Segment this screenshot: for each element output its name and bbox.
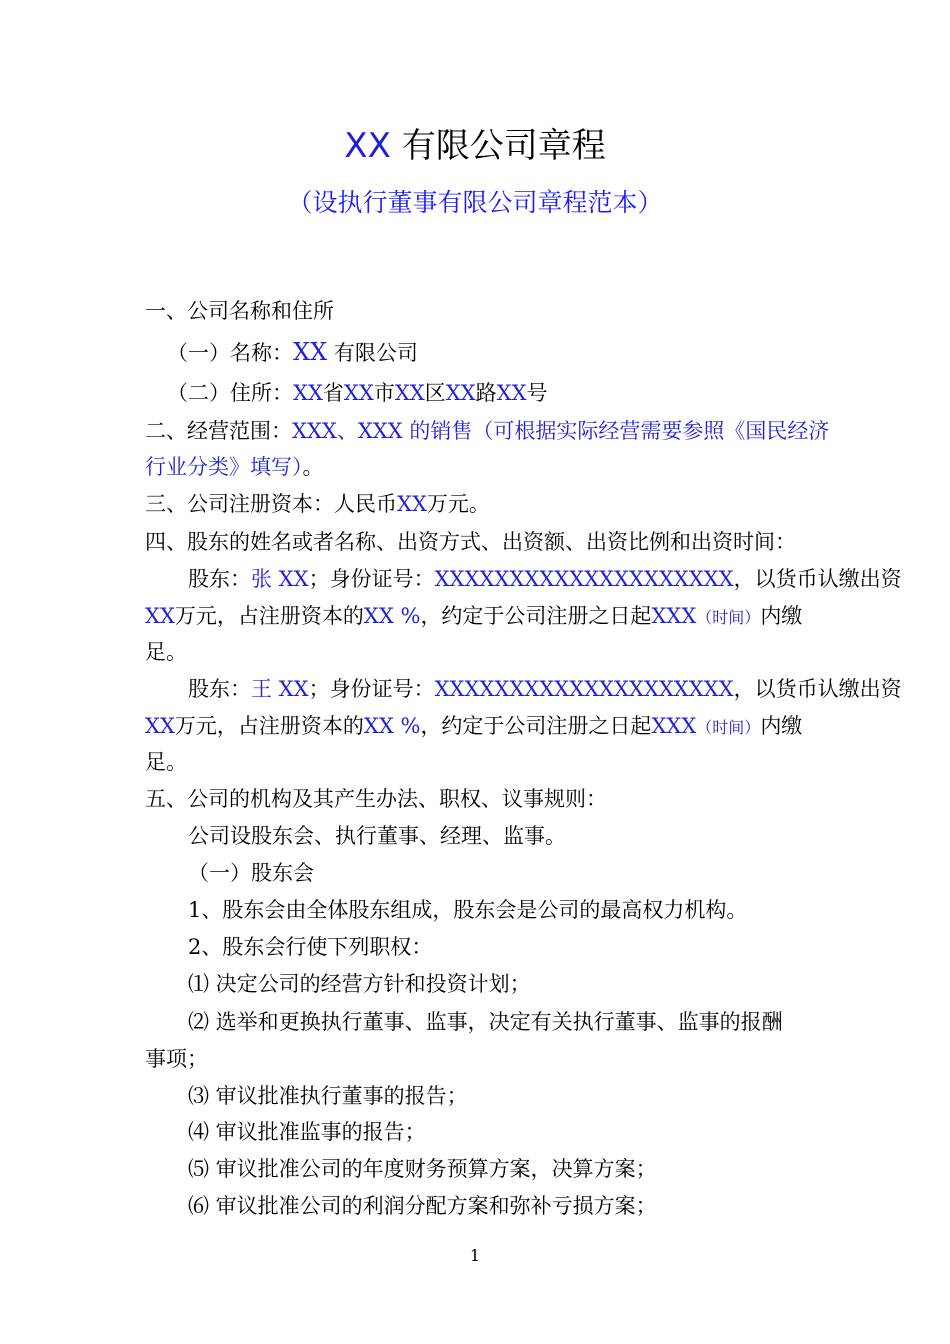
shareholder-label: 股东： bbox=[188, 567, 251, 591]
registered-capital-line bbox=[145, 490, 490, 518]
shareholder-name: 张 XX bbox=[251, 567, 309, 591]
business-scope-label: 二、经营范围： bbox=[145, 419, 292, 443]
contribution-end-text: 内缴 bbox=[760, 714, 803, 738]
address-number: 号 bbox=[526, 381, 548, 405]
shareholders-meeting-heading: （一）股东会 bbox=[188, 861, 314, 885]
registered-capital-end: 。 bbox=[468, 492, 490, 516]
shareholder-label: 股东： bbox=[188, 677, 251, 701]
organization-intro: 公司设股东会、执行董事、经理、监事。 bbox=[188, 824, 566, 848]
id-label: ；身份证号： bbox=[308, 677, 435, 701]
contribution-text: ，以货币认缴出资 bbox=[733, 567, 902, 591]
document-title bbox=[0, 118, 950, 167]
contribution-deadline-text: ，约定于公司注册之日起 bbox=[420, 604, 652, 628]
contribution-percent: XX % bbox=[363, 604, 421, 628]
address-city: 市 bbox=[373, 381, 395, 405]
contribution-time: XXX bbox=[651, 604, 697, 628]
company-name-label: （一）名称： bbox=[167, 341, 293, 365]
shareholder-1-line-1 bbox=[188, 565, 902, 593]
time-note: （时间） bbox=[696, 608, 761, 627]
shareholder-2-line-1 bbox=[188, 675, 902, 703]
id-label: ；身份证号： bbox=[308, 567, 435, 591]
address-city-placeholder: XX bbox=[343, 381, 374, 405]
address-province: 省 bbox=[322, 381, 344, 405]
title-placeholder: XX bbox=[344, 126, 391, 166]
paragraph-1: 1、股东会由全体股东组成，股东会是公司的最高权力机构。 bbox=[188, 898, 748, 922]
business-scope-line-2 bbox=[145, 453, 324, 481]
power-item-2-cont: 事项； bbox=[145, 1047, 208, 1071]
title-text: 有限公司章程 bbox=[401, 126, 606, 166]
power-item-4: ⑷ 审议批准监事的报告； bbox=[188, 1120, 426, 1144]
address-number-placeholder: XX bbox=[496, 381, 527, 405]
contribution-end-text: 内缴 bbox=[760, 604, 803, 628]
business-scope-value: XXX、XXX 的销售（可根据实际经营需要参照《国民经济 bbox=[292, 419, 830, 443]
address-label: （二）住所： bbox=[167, 381, 293, 405]
registered-capital-label: 三、公司注册资本：人民币 bbox=[145, 492, 397, 516]
section-5-heading: 五、公司的机构及其产生办法、职权、议事规则： bbox=[145, 787, 607, 811]
document-subtitle: （设执行董事有限公司章程范本） bbox=[287, 188, 663, 217]
registered-capital-unit: 万元 bbox=[426, 492, 469, 516]
section-1-heading: 一、公司名称和住所 bbox=[145, 299, 334, 323]
power-item-5: ⑸ 审议批准公司的年度财务预算方案，决算方案； bbox=[188, 1157, 657, 1181]
shareholder-name: 王 XX bbox=[251, 677, 309, 701]
shareholder-1-line-3: 足。 bbox=[145, 640, 187, 664]
contribution-deadline-text: ，约定于公司注册之日起 bbox=[420, 714, 652, 738]
address-district: 区 bbox=[424, 381, 446, 405]
power-item-2: ⑵ 选举和更换执行董事、监事，决定有关执行董事、监事的报酬 bbox=[188, 1010, 783, 1034]
address-road: 路 bbox=[475, 381, 497, 405]
address-road-placeholder: XX bbox=[445, 381, 476, 405]
company-address-line bbox=[167, 379, 548, 407]
shareholder-2-line-3: 足。 bbox=[145, 750, 187, 774]
shareholder-2-line-2 bbox=[145, 712, 802, 742]
paragraph-2: 2、股东会行使下列职权： bbox=[188, 935, 433, 959]
contribution-amount: XX bbox=[145, 714, 175, 738]
contribution-ratio-text: 万元，占注册资本的 bbox=[174, 714, 364, 738]
id-number: XXXXXXXXXXXXXXXXXXXX bbox=[434, 677, 734, 701]
contribution-ratio-text: 万元，占注册资本的 bbox=[174, 604, 364, 628]
contribution-text: ，以货币认缴出资 bbox=[733, 677, 902, 701]
company-name-suffix: 有限公司 bbox=[333, 341, 418, 365]
address-province-placeholder: XX bbox=[293, 381, 323, 405]
business-scope-end: 。 bbox=[302, 455, 324, 479]
company-name-line bbox=[167, 338, 418, 367]
page-number: 1 bbox=[469, 1246, 481, 1265]
section-4-heading: 四、股东的姓名或者名称、出资方式、出资额、出资比例和出资时间： bbox=[145, 530, 796, 554]
contribution-amount: XX bbox=[145, 604, 175, 628]
power-item-6: ⑹ 审议批准公司的利润分配方案和弥补亏损方案； bbox=[188, 1194, 657, 1218]
id-number: XXXXXXXXXXXXXXXXXXXX bbox=[434, 567, 734, 591]
time-note: （时间） bbox=[696, 718, 761, 737]
business-scope-line-1 bbox=[145, 417, 829, 445]
contribution-percent: XX % bbox=[363, 714, 421, 738]
business-scope-value-cont: 行业分类》填写） bbox=[145, 455, 303, 479]
power-item-3: ⑶ 审议批准执行董事的报告； bbox=[188, 1084, 468, 1108]
contribution-time: XXX bbox=[651, 714, 697, 738]
company-name-placeholder: XX bbox=[293, 338, 328, 366]
address-district-placeholder: XX bbox=[394, 381, 425, 405]
power-item-1: ⑴ 决定公司的经营方针和投资计划； bbox=[188, 972, 531, 996]
registered-capital-placeholder: XX bbox=[397, 492, 427, 516]
shareholder-1-line-2 bbox=[145, 602, 802, 632]
